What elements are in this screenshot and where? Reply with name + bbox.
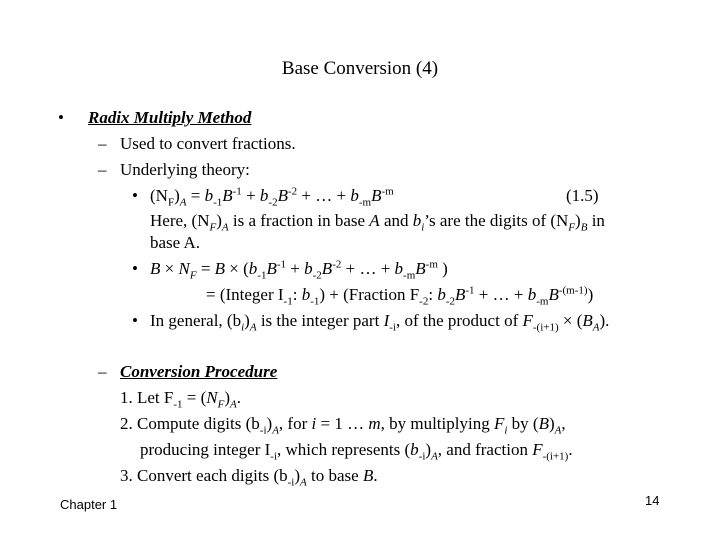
page-number: 14	[645, 493, 660, 508]
radix-heading: Radix Multiply Method	[88, 108, 252, 127]
sub-bullet: •	[132, 186, 138, 205]
main-bullet: •	[58, 108, 64, 127]
equation-integer-fraction: = (Integer $I_{-1}$: $b_{-1}$) + (Fraction $F_{-2}$: $b_{-2}B^{-1}$ + … + $b_{-m}B^{-(m-1)}$)	[206, 284, 594, 308]
procedure-heading: Conversion Procedure	[120, 362, 278, 381]
procedure-step-2b: producing integer $I_{-i}$, which represents $(b_{-i})_A$, and fraction $F_{-(i+1)}$.	[140, 440, 573, 463]
equation-b-times: $B \times N_F = B \times (b_{-1}B^{-1} + b_{-2}B^{-2}$ + … + $b_{-m}B^{-m}$ )	[150, 258, 448, 282]
equation-nf: $(N_F)_A = b_{-1}B^{-1} + b_{-2}B^{-2}$ + … + $b_{-m}B^{-m}$	[150, 185, 394, 209]
dash-bullet: –	[98, 134, 107, 153]
sub-bullet: •	[132, 311, 138, 330]
slide-title: Base Conversion (4)	[281, 58, 439, 79]
radix-line-2: Underlying theory:	[120, 160, 250, 179]
sub-bullet: •	[132, 259, 138, 278]
dash-bullet: –	[98, 362, 107, 381]
equation-number: (1.5)	[566, 186, 599, 205]
radix-line-1: Used to convert fractions.	[120, 134, 296, 153]
procedure-step-3: 3. Convert each digits $(b_{-i})_A$ to base B.	[120, 466, 378, 489]
procedure-step-1: 1. Let $F_{-1} = (N_F)_A$.	[120, 388, 242, 411]
dash-bullet: –	[98, 160, 107, 179]
in-general-line: In general, $(b_i)_A$ is the integer part $I_{-i}$, of the product of $F_{-(i+1)} \times (B_A)$.	[150, 311, 610, 334]
procedure-step-2: 2. Compute digits $(b_{-i})_A$, for i = 1 … m, by multiplying $F_i$ by $(B)_A$,	[120, 414, 566, 437]
base-a-line: base A.	[150, 233, 201, 252]
here-line: Here, $(N_F)_A$ is a fraction in base A and $b_i’s$ are the digits of $(N_F)_B$ in	[150, 211, 605, 234]
footer-chapter: Chapter 1	[60, 497, 118, 512]
